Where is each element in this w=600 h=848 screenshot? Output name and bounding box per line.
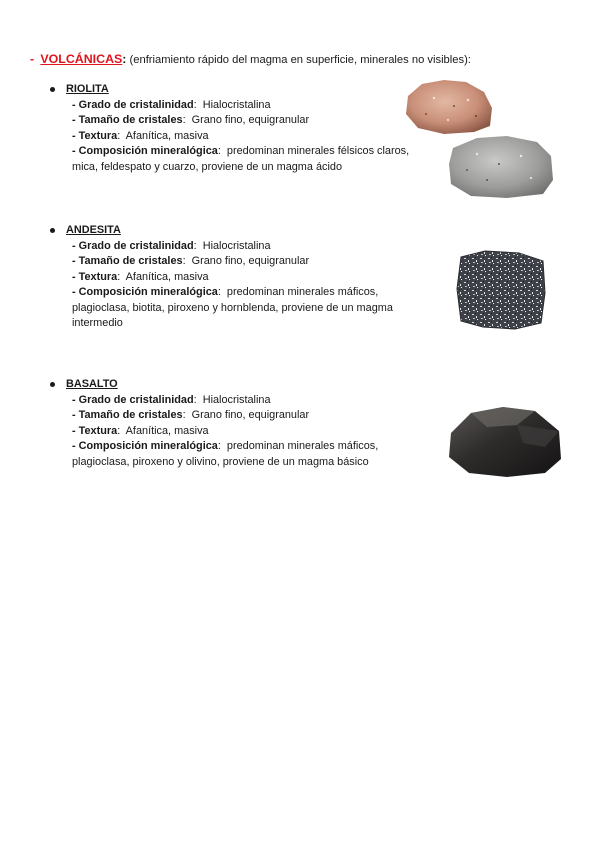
rock-name: ANDESITA [66, 224, 121, 236]
rock-section-basalto [50, 377, 422, 470]
prop-tamano: - Tamaño de cristales: Grano fino, equigranular [72, 409, 310, 421]
prop-tamano: - Tamaño de cristales: Grano fino, equigranular [72, 114, 310, 126]
riolita-rock-photo-pink [404, 76, 496, 136]
prop-tamano: - Tamaño de cristales: Grano fino, equigranular [72, 255, 310, 267]
rock-title-row [50, 82, 422, 98]
andesita-rock-photo [455, 249, 547, 331]
prop-grado: - Grado de cristalinidad: Hialocristalina [72, 98, 271, 111]
rock-title-row [50, 223, 422, 239]
prop-grado: - Grado de cristalinidad: Hialocristalina [72, 393, 271, 406]
section-description: (enfriamiento rápido del magma en superficie, minerales no visibles): [129, 54, 471, 66]
prop-composicion: - Composición mineralógica: predominan minerales félsicos claros, mica, feldespato y cuarzo, proviene de un magma ácido [72, 145, 410, 173]
rock-name: BASALTO [66, 378, 118, 390]
header-dash: - [30, 52, 35, 66]
prop-composicion: - Composición mineralógica: predominan minerales máficos, plagioclasa, biotita, piroxeno y hornblenda, proviene de un magma intermedio [72, 286, 393, 329]
prop-textura: - Textura: Afanítica, masiva [72, 129, 209, 142]
rock-section-riolita [50, 82, 422, 175]
basalto-rock-photo [447, 403, 565, 479]
rock-section-andesita [50, 223, 422, 332]
prop-composicion: - Composición mineralógica: predominan minerales máficos, plagioclasa, piroxeno y olivino, proviene de un magma básico [72, 440, 379, 468]
prop-textura: - Textura: Afanítica, masiva [72, 270, 209, 283]
bullet-icon [50, 382, 55, 387]
bullet-icon [50, 87, 55, 92]
riolita-rock-photo-grey [447, 134, 557, 200]
section-header [30, 52, 471, 66]
bullet-icon [50, 228, 55, 233]
heading-colon: : [122, 52, 127, 66]
section-heading: VOLCÁNICAS [40, 52, 123, 66]
rock-name: RIOLITA [66, 83, 109, 95]
prop-textura: - Textura: Afanítica, masiva [72, 424, 209, 437]
rock-title-row [50, 377, 422, 393]
prop-grado: - Grado de cristalinidad: Hialocristalina [72, 239, 271, 252]
